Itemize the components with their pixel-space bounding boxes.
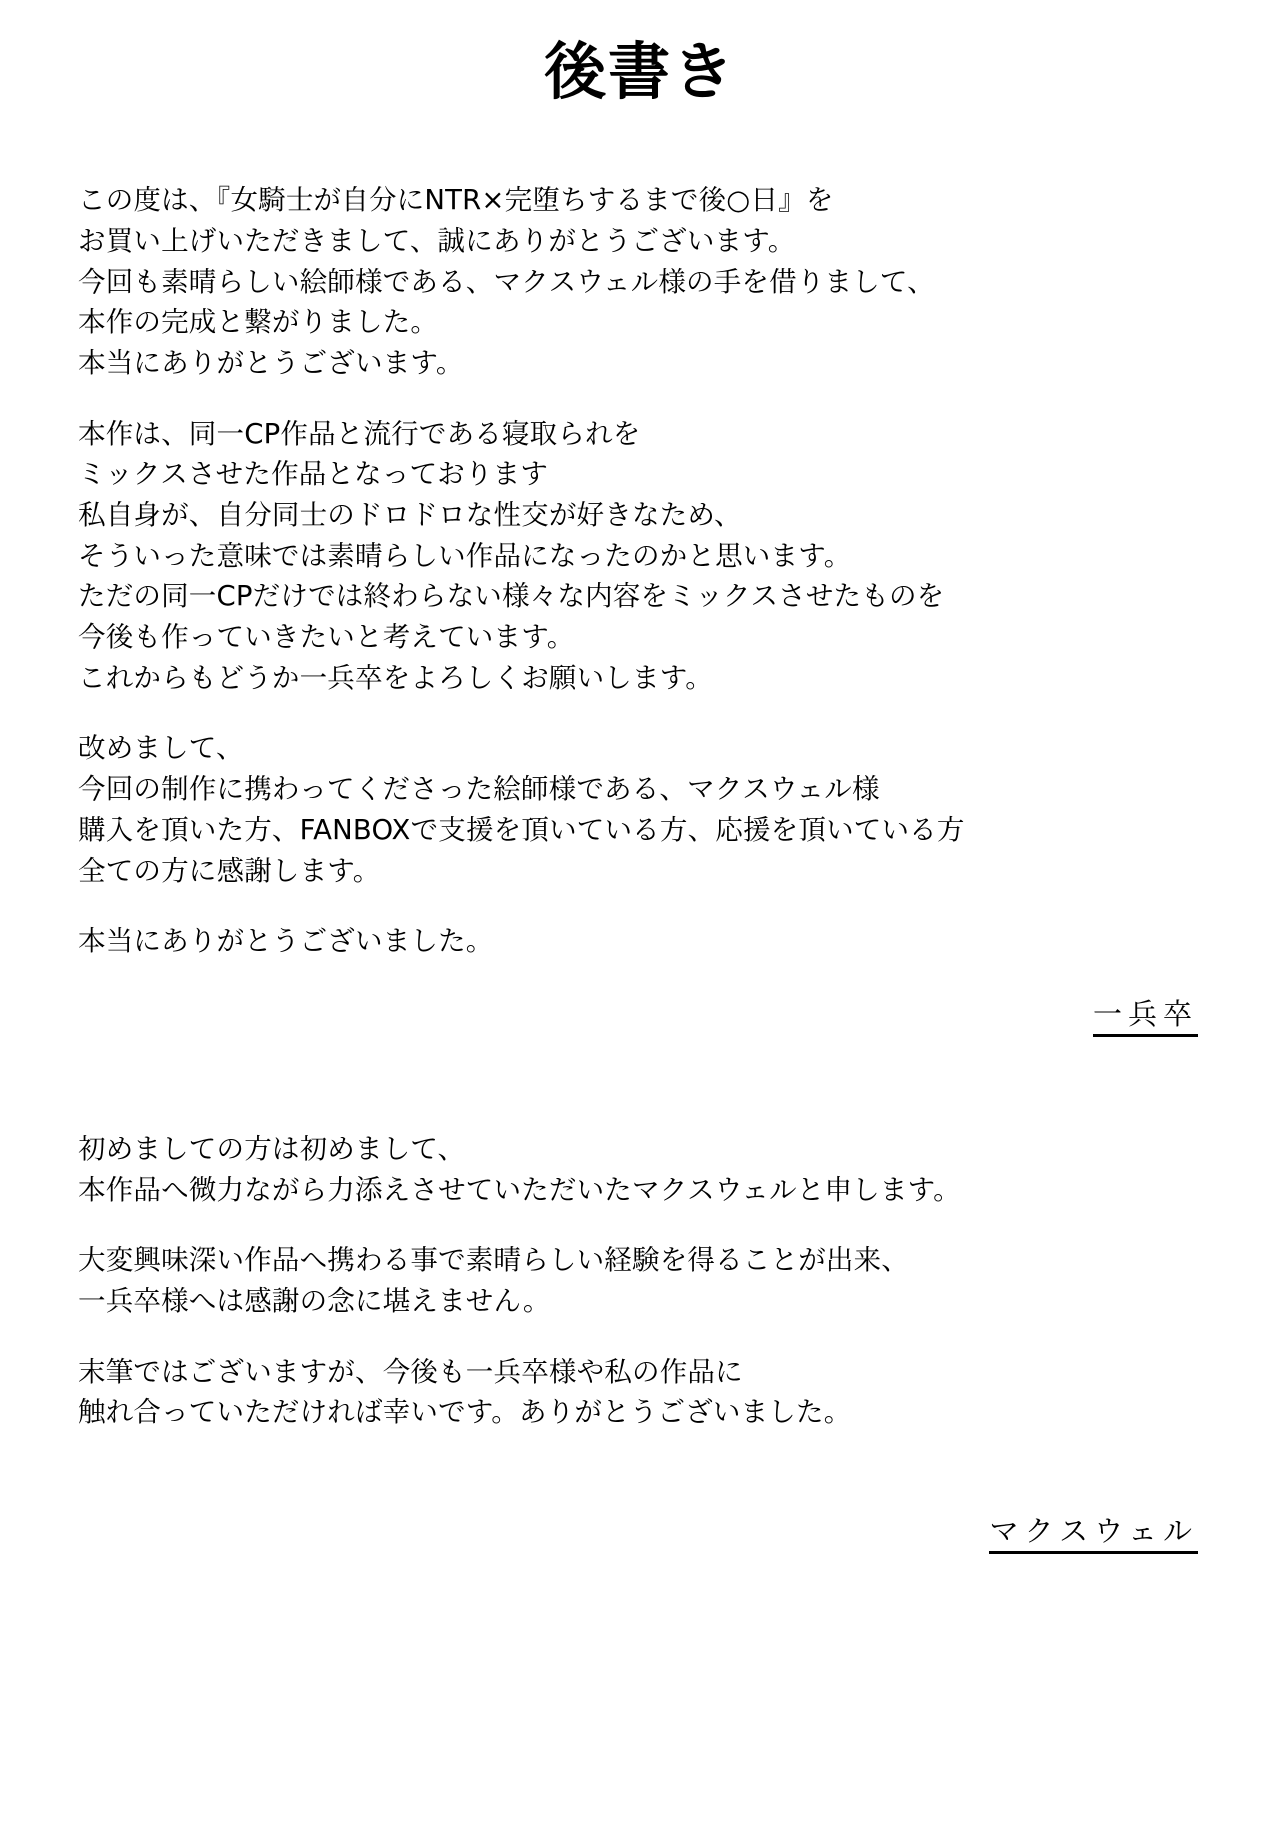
- page-title: 後書き: [543, 35, 736, 108]
- text-line: 私自身が、自分同士のドロドロな性交が好きなため、: [78, 499, 742, 531]
- text-line: 全ての方に感謝します。: [78, 854, 381, 887]
- text-line: 本当にありがとうございます。: [78, 346, 464, 379]
- signature-illustrator: マクスウェル: [989, 1509, 1198, 1554]
- afterword-body: [0, 180, 1280, 1554]
- signature-author: 一兵卒: [1093, 992, 1198, 1037]
- text-line: 末筆ではございますが、今後も一兵卒様や私の作品に: [78, 1355, 743, 1388]
- text-line: 本作の完成と繋がりました。: [78, 306, 439, 339]
- text-line: ただの同一CPだけでは終わらない様々な内容をミックスさせたものを: [78, 580, 945, 613]
- text-line: 今後も作っていきたいと考えています。: [78, 621, 575, 654]
- text-line: 本当にありがとうございました。: [78, 925, 494, 958]
- paragraph-maxwell-thanks: [78, 1240, 1208, 1321]
- text-line: 一兵卒様へは感謝の念に堪えません。: [78, 1284, 551, 1317]
- text-line: 大変興味深い作品へ携わる事で素晴らしい経験を得ることが出来、: [78, 1244, 909, 1277]
- text-line: 本作は、同一CP作品と流行である寝取られを: [78, 417, 641, 450]
- text-line: 今回の制作に携わってくださった絵師様である、マクスウェル様: [78, 773, 880, 806]
- text-line: 改めまして、: [78, 732, 244, 765]
- paragraph-maxwell-intro: [78, 1129, 1208, 1210]
- paragraph-thanks: [78, 728, 1208, 891]
- signature-block-author: [78, 992, 1208, 1037]
- text-line: 購入を頂いた方、FANBOXで支援を頂いている方、応援を頂いている方: [78, 813, 965, 846]
- text-line: この度は、『女騎士が自分にNTR×完堕ちするまで後○日』を: [78, 184, 834, 217]
- spacer: [78, 1463, 1208, 1509]
- paragraph-intro: [78, 180, 1208, 383]
- text-line: 今回も素晴らしい絵師様である、マクスウェル様の手を借りまして、: [78, 265, 935, 298]
- paragraph-maxwell-closing: [78, 1352, 1208, 1433]
- text-line: 触れ合っていただければ幸いです。ありがとうございました。: [78, 1396, 852, 1429]
- text-line: そういった意味では素晴らしい作品になったのかと思います。: [78, 539, 852, 572]
- signature-block-illustrator: [78, 1509, 1208, 1554]
- text-line: 本作品へ微力ながら力添えさせていただいたマクスウェルと申します。: [78, 1173, 961, 1206]
- text-line: 初めましての方は初めまして、: [78, 1132, 466, 1165]
- text-line: お買い上げいただきまして、誠にありがとうございます。: [78, 224, 796, 257]
- spacer: [78, 1037, 1208, 1129]
- paragraph-about-work: [78, 414, 1208, 699]
- paragraph-closing-first-author: [78, 921, 1208, 962]
- text-line: これからもどうか一兵卒をよろしくお願いします。: [78, 661, 713, 694]
- text-line: ミックスさせた作品となっております: [78, 458, 549, 491]
- afterword-page: [0, 35, 1280, 1829]
